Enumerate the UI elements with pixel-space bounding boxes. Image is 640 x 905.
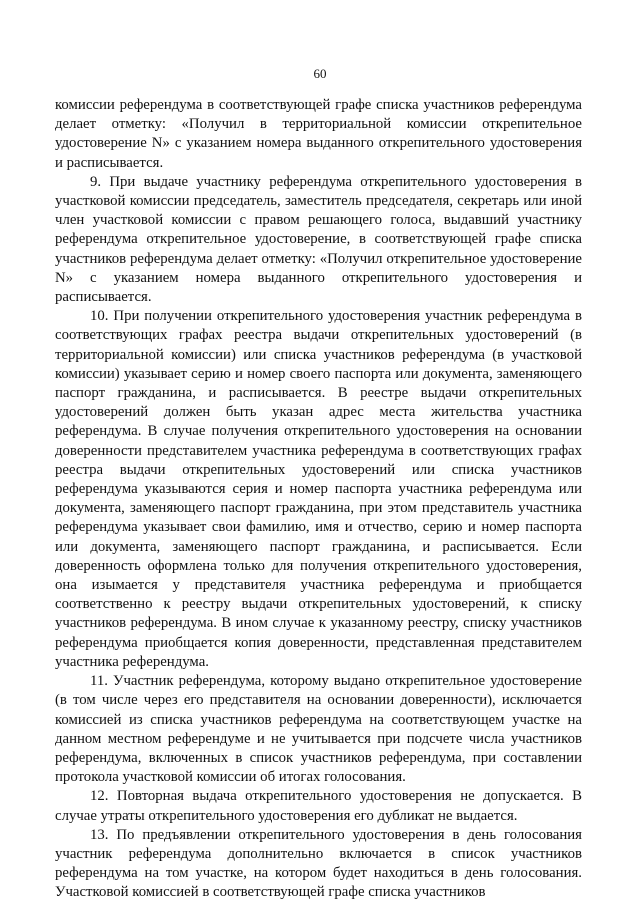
paragraph-item-13: 13. По предъявлении открепительного удостоверения в день голосования участник референдума дополнительно включается в список участников референдума на том участке, на котором будет находиться в день голосования. Участковой комиссией в соответствующей графе списка участников [55,826,582,901]
paragraph-item-12: 12. Повторная выдача открепительного удостоверения не допускается. В случае утраты открепительного удостоверения его дубликат не выдается. [55,788,582,824]
paragraph-item-10: 10. При получении открепительного удостоверения участник референдума в соответствующих графах реестра выдачи открепительных удостоверений (в территориальной комиссии) или списка участников референдума (в участковой комиссии) указывает серию и номер своего паспорта или документа, заменяющего паспорт гражданина, и расписывается. В реестре выдачи открепительных удостоверений должен быть указан адрес места жительства участника референдума. В случае получения открепительного удостоверения на основании доверенности представителем участника референдума в соответствующих графах реестра выдачи открепительных удостоверений или списка участников референдума указываются серия и номер паспорта участника референдума или документа, заменяющего паспорт гражданина, при этом представитель участника референдума указывает свои фамилию, имя и отчество, серию и номер паспорта или документа, заменяющего паспорт гражданина, и расписывается. Если доверенность оформлена только для получения открепительного удостоверения, она изымается у представителя участника референдума и приобщается соответственно к реестру выдачи открепительных удостоверений, к списку участников референдума. В ином случае к указанному реестру, списку участников референдума приобщается копия доверенности, представленная представителем участника референдума. [55,308,582,670]
paragraph-continuation: комиссии референдума в соответствующей графе списка участников референдума делает отметку: «Получил в территориальной комиссии открепительное удостоверение N» с указанием номера выданного открепительного удостоверения и расписывается. [55,97,582,171]
paragraph-item-11: 11. Участник референдума, которому выдано открепительное удостоверение (в том числе через его представителя на основании доверенности), исключается комиссией из списка участников референдума на соответствующем участке на данном местном референдуме и не учитывается при подсчете числа участников референдума, включенных в список участников референдума, при составлении протокола участковой комиссии об итогах голосования. [55,673,582,786]
page-number: 60 [313,66,327,81]
document-body [55,96,582,903]
paragraph-item-9: 9. При выдаче участнику референдума открепительного удостоверения в участковой комиссии председатель, заместитель председателя, секретарь или иной член участковой комиссии с правом решающего голоса, выдавший участнику референдума открепительное удостоверение, в соответствующей графе списка участников референдума делает отметку: «Получил открепительное удостоверение N» с указанием номера выданного открепительного удостоверения и расписывается. [55,173,582,306]
